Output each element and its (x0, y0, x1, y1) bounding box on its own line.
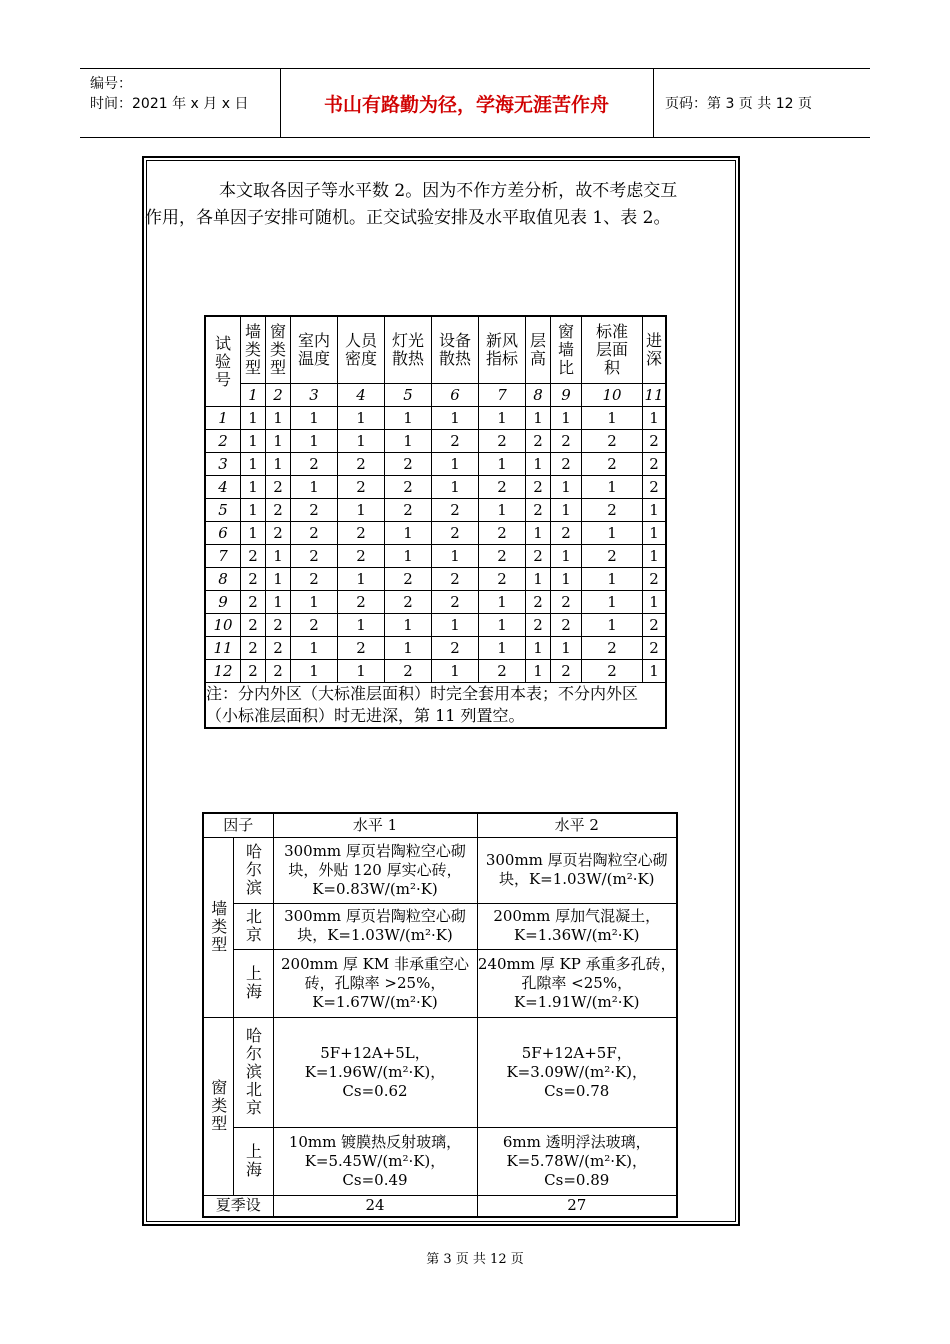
table-cell: 1 (241, 453, 266, 476)
table-cell: 1 (582, 522, 643, 545)
table-row (205, 499, 666, 522)
column-header: 试 验 号 (205, 316, 241, 407)
column-header: 墙 类 型 (241, 316, 266, 384)
table-cell: 2 (291, 499, 338, 522)
column-number: 5 (385, 384, 432, 407)
window-type-label: 窗类型 (203, 1017, 233, 1195)
window-sh-level2: 6mm 透明浮法玻璃，K=5.78W/(m²·K)，Cs=0.89 (477, 1127, 677, 1195)
column-header: 进 深 (643, 316, 667, 384)
table-cell: 2 (385, 660, 432, 683)
column-header: 窗 类 型 (266, 316, 291, 384)
table-cell: 1 (432, 545, 479, 568)
factor-level-table (202, 812, 678, 1218)
document-date: 时间：2021 年 x 月 x 日 (90, 96, 249, 112)
table-cell: 1 (432, 453, 479, 476)
table-cell: 1 (479, 637, 526, 660)
summer-setpoint-label: 夏季设 (203, 1195, 273, 1217)
table-cell: 1 (385, 430, 432, 453)
table-cell: 2 (551, 430, 582, 453)
table-cell: 1 (643, 660, 667, 683)
table-cell: 1 (551, 637, 582, 660)
paragraph-line-1: 本文取各因子等水平数 2。因为不作方差分析，故不考虑交互 (219, 181, 678, 201)
wall-shanghai-level1: 200mm 厚 KM 非承重空心砖，孔隙率 >25%，K=1.67W/(m²·K) (273, 949, 477, 1017)
table-cell: 2 (266, 476, 291, 499)
table-cell: 1 (266, 591, 291, 614)
table-cell: 1 (479, 614, 526, 637)
table-cell: 1 (526, 407, 551, 430)
column-number: 4 (338, 384, 385, 407)
window-hb-level1: 5F+12A+5L，K=1.96W/(m²·K)， Cs=0.62 (273, 1017, 477, 1127)
table-cell: 2 (291, 453, 338, 476)
table-cell: 1 (551, 568, 582, 591)
table-cell: 2 (432, 591, 479, 614)
wall-type-label: 墙类型 (203, 837, 233, 1017)
table-cell: 1 (526, 568, 551, 591)
table-cell: 1 (291, 476, 338, 499)
table-cell: 2 (291, 614, 338, 637)
table-cell: 1 (241, 430, 266, 453)
column-number: 3 (291, 384, 338, 407)
table-cell: 2 (526, 614, 551, 637)
header-slogan: 书山有路勤为径，学海无涯苦作舟 (280, 69, 654, 137)
table-cell: 2 (582, 453, 643, 476)
wall-beijing-level2: 200mm 厚加气混凝土，K=1.36W/(m²·K) (477, 903, 677, 949)
column-number: 9 (551, 384, 582, 407)
level1-header: 水平 1 (273, 813, 477, 837)
table-cell: 2 (551, 453, 582, 476)
trial-number: 10 (205, 614, 241, 637)
table-cell: 1 (338, 660, 385, 683)
table-header-row (205, 316, 666, 384)
trial-number: 12 (205, 660, 241, 683)
table-cell: 2 (266, 660, 291, 683)
table-cell: 1 (551, 545, 582, 568)
table-cell: 2 (643, 614, 667, 637)
table-cell: 1 (266, 430, 291, 453)
table-cell: 2 (241, 545, 266, 568)
table-cell: 2 (551, 522, 582, 545)
table-cell: 2 (643, 637, 667, 660)
table-cell: 2 (526, 545, 551, 568)
table-cell: 2 (338, 476, 385, 499)
column-header: 标准 层面 积 (582, 316, 643, 384)
table-cell: 2 (479, 660, 526, 683)
table-cell: 2 (551, 591, 582, 614)
column-number: 1 (241, 384, 266, 407)
trial-number: 4 (205, 476, 241, 499)
table-cell: 1 (241, 522, 266, 545)
summer-level2: 27 (477, 1195, 677, 1217)
paragraph-line-2: 作用，各单因子安排可随机。正交试验安排及水平取值见表 1、表 2。 (145, 208, 671, 228)
table-cell: 1 (338, 430, 385, 453)
table-cell: 1 (582, 407, 643, 430)
table-cell: 1 (551, 499, 582, 522)
column-header: 层 高 (526, 316, 551, 384)
table-cell: 2 (643, 430, 667, 453)
table-cell: 2 (582, 499, 643, 522)
city-harbin-beijing: 哈尔滨北京 (233, 1017, 273, 1127)
column-number: 7 (479, 384, 526, 407)
table-cell: 2 (526, 430, 551, 453)
table-row (205, 637, 666, 660)
table-cell: 1 (338, 568, 385, 591)
table-cell: 1 (432, 614, 479, 637)
city-harbin: 哈尔滨 (233, 837, 273, 903)
summer-level1: 24 (273, 1195, 477, 1217)
column-header: 室内 温度 (291, 316, 338, 384)
table-cell: 2 (643, 453, 667, 476)
table-cell: 2 (643, 476, 667, 499)
page-header (80, 68, 870, 138)
table-cell: 2 (385, 568, 432, 591)
table-cell: 1 (338, 499, 385, 522)
table-cell: 1 (479, 407, 526, 430)
table-row (205, 407, 666, 430)
table-cell: 2 (241, 591, 266, 614)
table-row (205, 614, 666, 637)
table-cell: 1 (291, 407, 338, 430)
table-cell: 1 (241, 407, 266, 430)
table-cell: 2 (241, 614, 266, 637)
table-cell: 2 (551, 660, 582, 683)
table-cell: 1 (385, 637, 432, 660)
table-cell: 1 (526, 660, 551, 683)
column-header: 灯光 散热 (385, 316, 432, 384)
table-cell: 2 (266, 499, 291, 522)
wall-beijing-level1: 300mm 厚页岩陶粒空心砌块，K=1.03W/(m²·K) (273, 903, 477, 949)
table-cell: 1 (241, 499, 266, 522)
level2-header: 水平 2 (477, 813, 677, 837)
trial-number: 8 (205, 568, 241, 591)
column-header: 设备 散热 (432, 316, 479, 384)
table-row (205, 453, 666, 476)
column-number-row (205, 384, 666, 407)
table-cell: 2 (291, 568, 338, 591)
table-cell: 1 (385, 614, 432, 637)
table-cell: 2 (582, 660, 643, 683)
table-cell: 2 (241, 637, 266, 660)
table-cell: 1 (338, 614, 385, 637)
table-cell: 1 (643, 545, 667, 568)
table-cell: 1 (643, 522, 667, 545)
column-header: 窗 墙 比 (551, 316, 582, 384)
wall-shanghai-level2: 240mm 厚 KP 承重多孔砖，孔隙率 <25%，K=1.91W/(m²·K) (477, 949, 677, 1017)
table-row (205, 476, 666, 499)
table-cell: 2 (643, 568, 667, 591)
trial-number: 3 (205, 453, 241, 476)
table-cell: 1 (582, 568, 643, 591)
table-cell: 2 (338, 637, 385, 660)
trial-number: 1 (205, 407, 241, 430)
trial-number: 11 (205, 637, 241, 660)
city-shanghai: 上海 (233, 949, 273, 1017)
document-number: 编号： (90, 76, 132, 92)
table-cell: 2 (479, 522, 526, 545)
table-row (205, 430, 666, 453)
table-cell: 1 (582, 476, 643, 499)
column-header: 人员 密度 (338, 316, 385, 384)
orthogonal-test-table (204, 315, 667, 729)
column-number: 10 (582, 384, 643, 407)
table-cell: 1 (291, 591, 338, 614)
table-row (205, 545, 666, 568)
window-sh-level1: 10mm 镀膜热反射玻璃，K=5.45W/(m²·K)，Cs=0.49 (273, 1127, 477, 1195)
trial-number: 2 (205, 430, 241, 453)
table-cell: 1 (385, 407, 432, 430)
table-cell: 1 (266, 545, 291, 568)
table-cell: 1 (338, 407, 385, 430)
table-cell: 1 (432, 660, 479, 683)
table-cell: 1 (582, 591, 643, 614)
table-cell: 2 (479, 568, 526, 591)
header-page-number: 页码：第 3 页 共 12 页 (665, 96, 812, 112)
table-cell: 1 (291, 660, 338, 683)
table-cell: 1 (291, 637, 338, 660)
table-cell: 1 (643, 407, 667, 430)
column-number: 11 (643, 384, 667, 407)
table-cell: 2 (266, 522, 291, 545)
table-cell: 1 (479, 499, 526, 522)
table-cell: 2 (582, 430, 643, 453)
table-cell: 1 (266, 407, 291, 430)
table-cell: 1 (385, 522, 432, 545)
table-cell: 2 (582, 637, 643, 660)
table-cell: 2 (241, 660, 266, 683)
table-cell: 2 (338, 545, 385, 568)
trial-number: 7 (205, 545, 241, 568)
column-number: 6 (432, 384, 479, 407)
table-cell: 1 (582, 614, 643, 637)
trial-number: 9 (205, 591, 241, 614)
table-cell: 2 (385, 476, 432, 499)
table-cell: 1 (526, 522, 551, 545)
window-hb-level2: 5F+12A+5F，K=3.09W/(m²·K)， Cs=0.78 (477, 1017, 677, 1127)
table-cell: 2 (385, 591, 432, 614)
intro-paragraph (145, 178, 735, 232)
table-cell: 1 (643, 591, 667, 614)
table-cell: 2 (338, 522, 385, 545)
table-cell: 2 (526, 591, 551, 614)
table-cell: 2 (432, 522, 479, 545)
table-row (205, 568, 666, 591)
wall-harbin-level1: 300mm 厚页岩陶粒空心砌块，外贴 120 厚实心砖，K=0.83W/(m²·K) (273, 837, 477, 903)
table-cell: 1 (266, 568, 291, 591)
city-shanghai-window: 上海 (233, 1127, 273, 1195)
table-cell: 2 (551, 614, 582, 637)
table-cell: 1 (385, 545, 432, 568)
table-cell: 1 (551, 407, 582, 430)
table-cell: 1 (479, 453, 526, 476)
table-cell: 1 (551, 476, 582, 499)
table-cell: 2 (432, 637, 479, 660)
factor-header: 因子 (203, 813, 273, 837)
table-cell: 1 (526, 637, 551, 660)
table-cell: 2 (266, 614, 291, 637)
table-cell: 2 (479, 545, 526, 568)
header-meta (80, 69, 281, 137)
table-note: 注：分内外区（大标准层面积）时完全套用本表；不分内外区（小标准层面积）时无进深，第 11 列置空。 (205, 683, 666, 729)
table-cell: 2 (432, 430, 479, 453)
page-footer: 第 3 页 共 12 页 (426, 1252, 524, 1267)
table-cell: 1 (479, 591, 526, 614)
table-cell: 2 (241, 568, 266, 591)
table-row (205, 591, 666, 614)
column-header: 新风 指标 (479, 316, 526, 384)
table-cell: 1 (526, 453, 551, 476)
table-cell: 1 (432, 476, 479, 499)
table-cell: 1 (241, 476, 266, 499)
table-cell: 2 (479, 476, 526, 499)
table-cell: 1 (643, 499, 667, 522)
table-cell: 2 (526, 476, 551, 499)
column-number: 2 (266, 384, 291, 407)
wall-harbin-level2: 300mm 厚页岩陶粒空心砌块，K=1.03W/(m²·K) (477, 837, 677, 903)
table-cell: 2 (385, 453, 432, 476)
table-cell: 2 (338, 453, 385, 476)
table-cell: 2 (338, 591, 385, 614)
table-cell: 2 (291, 522, 338, 545)
table-cell: 2 (432, 499, 479, 522)
table-cell: 2 (479, 430, 526, 453)
table-cell: 2 (526, 499, 551, 522)
table-cell: 2 (291, 545, 338, 568)
table-cell: 2 (385, 499, 432, 522)
table-row (205, 522, 666, 545)
table-cell: 1 (291, 430, 338, 453)
trial-number: 6 (205, 522, 241, 545)
table-row (205, 660, 666, 683)
trial-number: 5 (205, 499, 241, 522)
table-cell: 1 (266, 453, 291, 476)
table-cell: 2 (432, 568, 479, 591)
city-beijing: 北京 (233, 903, 273, 949)
table-cell: 1 (432, 407, 479, 430)
table-cell: 2 (582, 545, 643, 568)
column-number: 8 (526, 384, 551, 407)
table-cell: 2 (266, 637, 291, 660)
